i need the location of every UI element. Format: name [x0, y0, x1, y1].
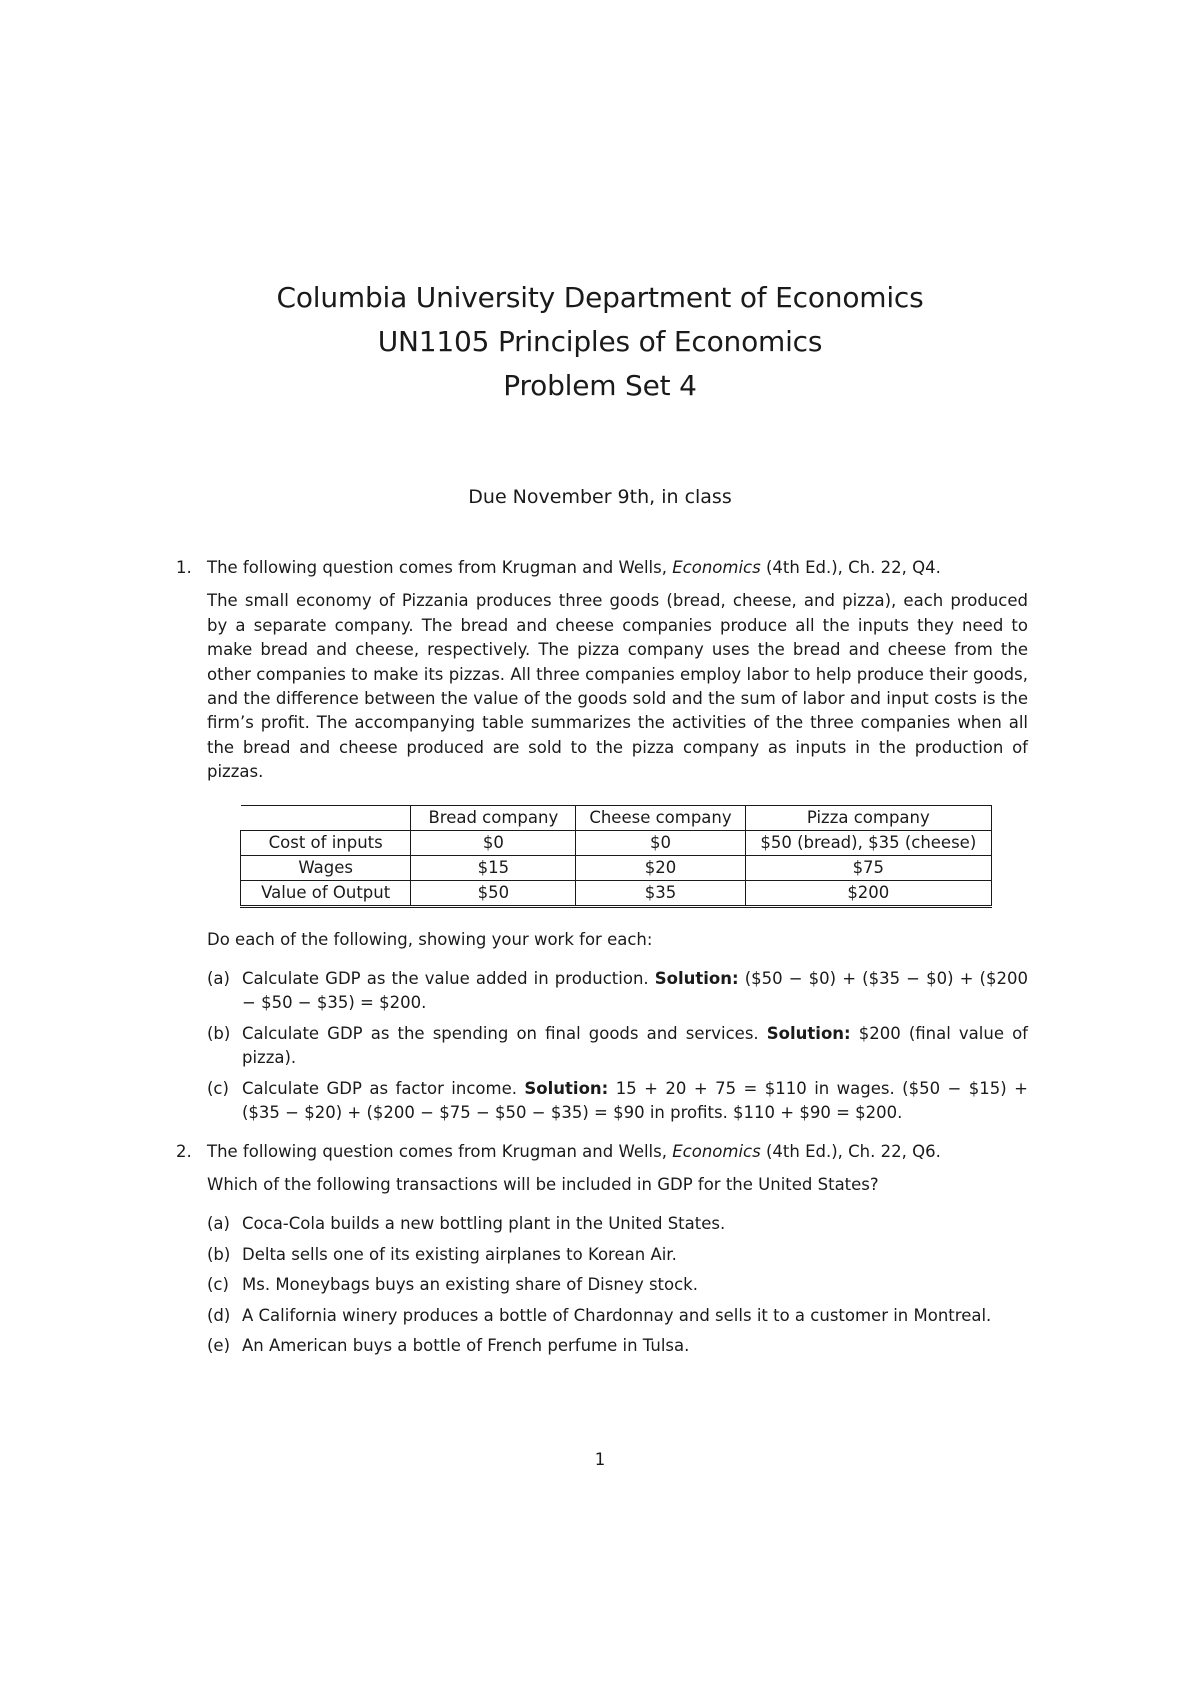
part-label: (a) — [207, 969, 230, 989]
intro-text-end: (4th Ed.), Ch. 22, Q4. — [760, 558, 941, 577]
question-2-part-d — [207, 1304, 1028, 1328]
book-title: Economics — [672, 558, 761, 577]
intro-text-end: (4th Ed.), Ch. 22, Q6. — [760, 1141, 941, 1161]
question-number: 1. — [176, 558, 192, 577]
question-1-part-a — [207, 967, 1028, 1016]
table-row — [241, 855, 992, 880]
part-label: (c) — [207, 1078, 229, 1098]
table-header: Bread company — [411, 805, 576, 830]
part-label: (e) — [207, 1335, 231, 1355]
part-text: Ms. Moneybags buys an existing share of Disney stock. — [242, 1275, 698, 1295]
due-date: Due November 9th, in class — [468, 486, 732, 508]
table-cell: $20 — [576, 855, 745, 880]
part-text: Delta sells one of its existing airplanes to Korean Air. — [242, 1244, 677, 1264]
solution-text: 15 + 20 + 75 = $110 in wages. ($50 − $15) + ($35 − $20) + ($200 − $75 − $50 − $35) = $90 in profits. $110 + $90 = $200. — [242, 1078, 1028, 1123]
table-cell: $0 — [411, 830, 576, 855]
solution-label: Solution: — [766, 1023, 851, 1043]
question-intro — [207, 1140, 1028, 1164]
intro-text: The following question comes from Krugman and Wells, — [207, 558, 673, 577]
table-cell: $50 — [411, 880, 576, 906]
question-instruction: Do each of the following, showing your work for each: — [207, 929, 653, 949]
table-corner — [241, 805, 411, 830]
question-2-part-e — [207, 1334, 1028, 1358]
solution-label: Solution: — [524, 1078, 609, 1098]
question-1-part-b — [207, 1022, 1028, 1071]
part-text: Calculate GDP as factor income. — [242, 1078, 525, 1098]
part-label: (b) — [207, 1244, 231, 1264]
question-2-part-b — [207, 1243, 1028, 1267]
part-text: Calculate GDP as the spending on final goods and services. — [242, 1023, 767, 1043]
table-cell: $15 — [411, 855, 576, 880]
part-text: A California winery produces a bottle of Chardonnay and sells it to a customer in Montreal. — [242, 1305, 992, 1325]
title-university: Columbia University Department of Economics — [276, 281, 924, 314]
title-course: UN1105 Principles of Economics — [377, 325, 823, 358]
book-title: Economics — [672, 1141, 761, 1161]
solution-text: ($50 − $0) + ($35 − $0) + ($200 − $50 − $35) = $200. — [242, 969, 1028, 1013]
intro-text: The following question comes from Krugman and Wells, — [207, 1141, 673, 1161]
pizzania-table — [240, 805, 992, 908]
table-cell: $75 — [745, 855, 991, 880]
part-label: (d) — [207, 1305, 231, 1325]
document-title — [0, 276, 1200, 408]
table-header: Cheese company — [576, 805, 745, 830]
question-paragraph: The small economy of Pizzania produces three goods (bread, cheese, and pizza), each produced by a separate company. The bread and cheese companies produce all the inputs they need to make bread and cheese, respectively. The pizza company uses the bread and cheese from the other companies to make its pizzas. All three companies employ labor to help produce their goods, and the difference between the value of the goods sold and the sum of labor and input costs is the firm’s profit. The accompanying table summarizes the activities of the three companies when all the bread and cheese produced are sold to the pizza company as inputs in the production of pizzas. — [207, 591, 1028, 782]
document-body — [176, 556, 1028, 1358]
part-text: Calculate GDP as the value added in production. — [242, 969, 655, 989]
part-label: (c) — [207, 1275, 229, 1295]
table-row — [241, 830, 992, 855]
part-label: (b) — [207, 1023, 231, 1043]
table-cell: $200 — [745, 880, 991, 906]
solution-label: Solution: — [654, 969, 739, 989]
question-text: Which of the following transactions will be included in GDP for the United States? — [207, 1174, 879, 1194]
solution-text: $200 (final value of pizza). — [242, 1023, 1028, 1068]
part-text: Coca-Cola builds a new bottling plant in the United States. — [242, 1214, 726, 1234]
part-label: (a) — [207, 1214, 230, 1234]
question-2 — [176, 1140, 1028, 1359]
question-2-part-c — [207, 1273, 1028, 1297]
question-intro — [207, 556, 1028, 580]
title-problem-set: Problem Set 4 — [503, 369, 697, 402]
part-text: An American buys a bottle of French perfume in Tulsa. — [242, 1335, 690, 1355]
table-cell: $0 — [576, 830, 745, 855]
question-2-part-a — [207, 1212, 1028, 1236]
question-1 — [176, 556, 1028, 1126]
table-header: Pizza company — [745, 805, 991, 830]
table-header-row — [241, 805, 992, 830]
question-1-part-c — [207, 1077, 1028, 1126]
row-label: Value of Output — [241, 880, 411, 906]
table-cell: $35 — [576, 880, 745, 906]
row-label: Cost of inputs — [241, 830, 411, 855]
page-number: 1 — [594, 1450, 606, 1469]
table-row — [241, 880, 992, 906]
row-label: Wages — [241, 855, 411, 880]
question-number: 2. — [176, 1141, 192, 1161]
table-cell: $50 (bread), $35 (cheese) — [745, 830, 991, 855]
